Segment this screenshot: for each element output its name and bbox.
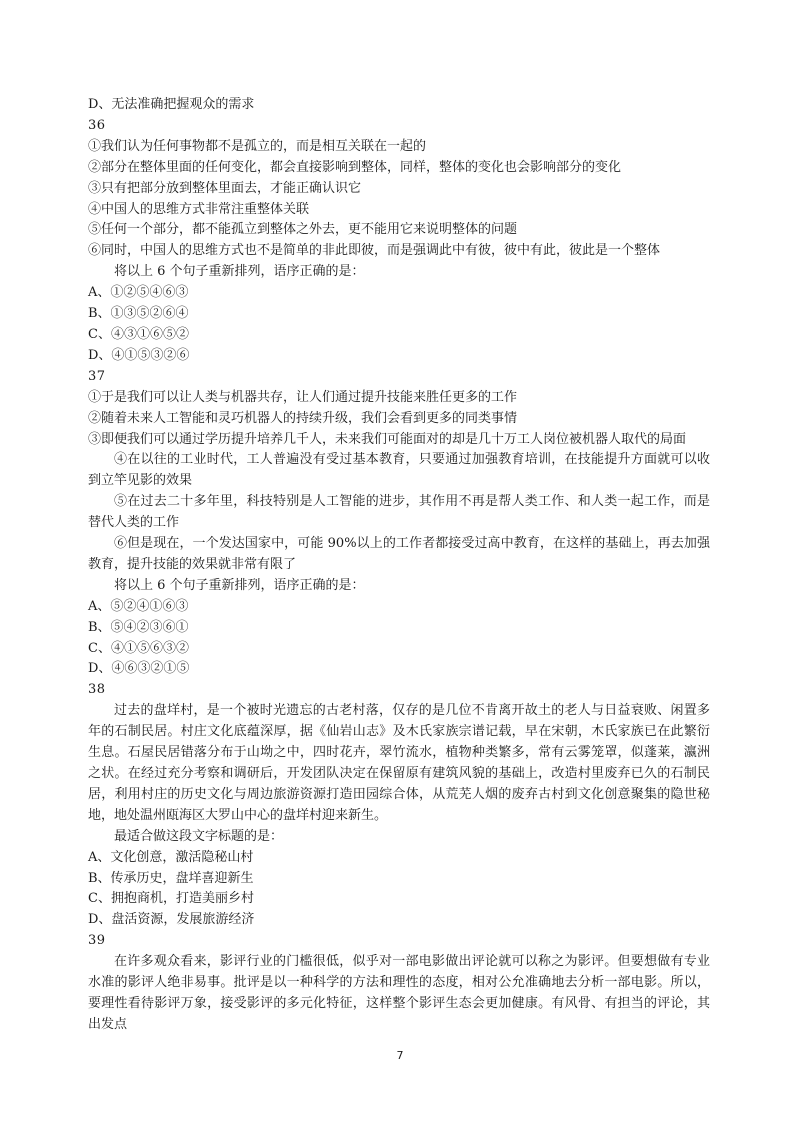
question-number: 39 — [88, 933, 106, 949]
option-d: D、盘活资源，发展旅游经济 — [88, 912, 255, 928]
sentence-5: ⑤在过去二十多年里，科技特别是人工智能的进步，其作用不再是帮人类工作、和人类一起工作，而是替代人类的工作 — [88, 494, 710, 531]
option-a: A、⑤②④①⑥③ — [88, 598, 189, 614]
option-a: A、①②⑤④⑥③ — [88, 285, 189, 301]
sentence-3: ③只有把部分放到整体里面去，才能正确认识它 — [88, 180, 362, 196]
question-36 — [88, 116, 710, 367]
sentence-1: ①于是我们可以让人类与机器共存，让人们通过提升技能来胜任更多的工作 — [88, 389, 518, 405]
sentence-4: ④中国人的思维方式非常注重整体关联 — [88, 201, 310, 217]
sentence-3: ③即便我们可以通过学历提升培养几千人，未来我们可能面对的却是几十万工人岗位被机器人取代的局面 — [88, 431, 687, 447]
sentence-2: ②随着未来人工智能和灵巧机器人的持续升级，我们会看到更多的同类事情 — [88, 410, 518, 426]
previous-question-option-d: D、无法准确把握观众的需求 — [88, 97, 255, 112]
sentence-6: ⑥但是现在，一个发达国家中，可能 90%以上的工作者都接受过高中教育，在这样的基础上，再去加强教育，提升技能的效果就非常有限了 — [88, 536, 710, 572]
question-passage: 在许多观众看来，影评行业的门槛很低，似乎对一部电影做出评论就可以称之为影评。但要想做有专业水准的影评人绝非易事。批评是以一种科学的方法和理性的态度，相对公允准确地去分析一部电影。所以，要理性看待影评万象，接受影评的多元化特征，这样整个影评生态会更加健康。有风骨、有担当的评论，其出发点 — [88, 954, 710, 1032]
question-number: 36 — [88, 117, 106, 133]
option-b: B、①③⑤②⑥④ — [88, 306, 189, 322]
option-c: C、④③①⑥⑤② — [88, 326, 189, 342]
option-b: B、传承历史，盘垟喜迎新生 — [88, 870, 254, 886]
question-prompt: 将以上 6 个句子重新排列，语序正确的是： — [114, 577, 365, 593]
question-37 — [88, 367, 710, 681]
question-number: 37 — [88, 368, 106, 384]
option-a: A、文化创意，激活隐秘山村 — [88, 849, 254, 865]
question-39 — [88, 931, 710, 1036]
sentence-2: ②部分在整体里面的任何变化，都会直接影响到整体，同样，整体的变化也会影响部分的变化 — [88, 159, 622, 175]
option-d: D、④⑥③②①⑤ — [88, 661, 190, 677]
sentence-5: ⑤任何一个部分，都不能孤立到整体之外去，更不能用它来说明整体的问题 — [88, 222, 518, 238]
question-prompt: 最适合做这段文字标题的是： — [114, 828, 284, 844]
question-number: 38 — [88, 682, 106, 698]
sentence-6: ⑥同时，中国人的思维方式也不是简单的非此即彼，而是强调此中有彼，彼中有此，彼此是一个整体 — [88, 243, 661, 259]
page-number: 7 — [396, 1049, 404, 1062]
question-passage: 过去的盘垟村，是一个被时光遗忘的古老村落，仅存的是几位不肯离开故土的老人与日益衰败、闲置多年的石制民居。村庄文化底蕴深厚，据《仙岩山志》及木氏家族宗谱记载，早在宋朝，木氏家族已在此繁衍生息。石屋民居错落分布于山坳之中，四时花卉，翠竹流水，植物种类繁多，常有云雾笼罩，似蓬莱，瀛洲之状。在经过充分考察和调研后，开发团队决定在保留原有建筑风貌的基础上，改造村里废弃已久的石制民居，利用村庄的历史文化与周边旅游资源打造田园综合体，从荒芜人烟的废弃古村到文化创意聚集的隐世秘地，地处温州瓯海区大罗山中心的盘垟村迎来新生。 — [88, 703, 710, 823]
option-b: B、⑤④②③⑥① — [88, 619, 189, 635]
sentence-1: ①我们认为任何事物都不是孤立的，而是相互关联在一起的 — [88, 138, 427, 154]
option-c: C、④①⑤⑥③② — [88, 640, 189, 656]
question-prompt: 将以上 6 个句子重新排列，语序正确的是： — [114, 264, 365, 280]
sentence-4: ④在以往的工业时代，工人普遍没有受过基本教育，只要通过加强教育培训，在技能提升方面就可以收到立竿见影的效果 — [88, 452, 710, 489]
question-38 — [88, 680, 710, 931]
document-page — [88, 95, 710, 1036]
option-c: C、拥抱商机，打造美丽乡村 — [88, 891, 254, 907]
option-d: D、④①⑤③②⑥ — [88, 347, 190, 363]
